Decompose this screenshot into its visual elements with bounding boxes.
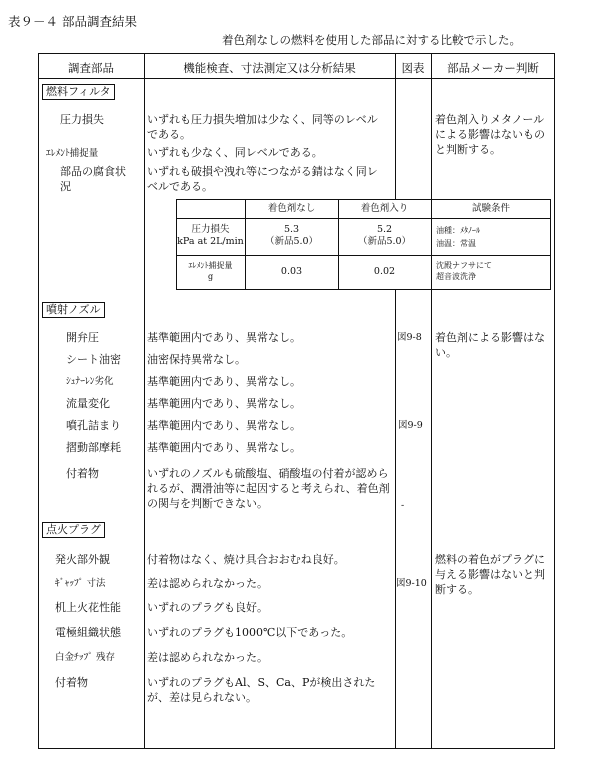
item-result: 油密保持異常なし。 — [147, 353, 246, 366]
header-judgment: 部品メーカー判断 — [447, 61, 539, 75]
item-label: 電極組織状態 — [55, 626, 121, 639]
section-label-injector-nozzle: 噴射ノズル — [42, 302, 105, 318]
subtable-value: 5.2 — [376, 224, 393, 235]
subtable-divider — [176, 255, 551, 256]
subtable-condition: 油種：ﾒﾀﾉｰﾙ — [436, 226, 480, 235]
subtable-row-label: g — [207, 272, 214, 281]
item-result: いずれも少なく、同レベルである。 — [147, 146, 323, 159]
item-result: いずれのプラグもAl、S、Ca、Pが検出されたが、差は見られない。 — [147, 676, 376, 704]
subtable-row-label: ｴﾚﾒﾝﾄ捕捉量 — [188, 261, 233, 270]
item-label: ｷﾞｬｯﾌﾟ 寸法 — [55, 578, 106, 589]
item-label: 付着物 — [55, 676, 88, 689]
item-result: いずれのノズルも硫酸塩、硝酸塩の付着が認められるが、潤滑油等に起因すると考えられ、着色剤の関与を判断できない。 — [147, 467, 390, 510]
item-label: 机上火花性能 — [55, 601, 121, 614]
header-figure: 図表 — [401, 61, 425, 75]
column-divider — [144, 53, 145, 749]
item-result: 基準範囲内であり、異常なし。 — [147, 397, 301, 410]
item-result: 基準範囲内であり、異常なし。 — [147, 441, 301, 454]
item-label: 付着物 — [66, 467, 99, 480]
subtable-value: （新品5.0） — [357, 236, 412, 247]
subtable-row-label: 圧力損失 — [191, 224, 230, 235]
item-label: 開弁圧 — [66, 331, 99, 344]
item-label: 部品の腐食状況 — [60, 165, 126, 193]
item-label: 摺動部摩耗 — [66, 441, 121, 454]
subtable-condition: 沈殿ナフサにて — [436, 261, 492, 270]
subtable-value: 5.3 — [283, 224, 300, 235]
item-label: 白金ﾁｯﾌﾟ 残存 — [55, 652, 116, 663]
item-result: 基準範囲内であり、異常なし。 — [147, 375, 301, 388]
item-result: 基準範囲内であり、異常なし。 — [147, 419, 301, 432]
figure-ref: 図9-9 — [398, 420, 423, 431]
item-result: いずれのプラグも良好。 — [147, 601, 268, 614]
subtable-row-label: kPa at 2L/min — [177, 236, 244, 247]
header-part: 調査部品 — [68, 61, 114, 75]
item-result: 差は認められなかった。 — [147, 577, 268, 590]
subtable-divider — [176, 218, 551, 219]
column-divider — [395, 290, 396, 749]
column-divider — [431, 290, 432, 749]
table-title: 表９－４ 部品調査結果 — [8, 14, 137, 29]
subtable-header: 着色剤なし — [267, 203, 316, 214]
figure-ref: 図9-8 — [397, 332, 422, 343]
judgment-spark-plug: 燃料の着色がプラグに与える影響はないと判断する。 — [435, 553, 545, 596]
subtable-value: 0.02 — [373, 266, 396, 277]
item-label: ｴﾚﾒﾝﾄ捕捉量 — [46, 148, 99, 159]
judgment-injector-nozzle: 着色剤による影響はない。 — [435, 331, 545, 359]
item-result: いずれも破損や洩れ等につながる錆はなく同レベルである。 — [147, 165, 378, 193]
header-divider — [38, 78, 555, 79]
item-label: シート油密 — [66, 353, 121, 366]
item-label: 発火部外観 — [55, 553, 110, 566]
section-label-fuel-filter: 燃料フィルタ — [42, 84, 115, 100]
item-result: いずれのプラグも1000℃以下であった。 — [147, 626, 353, 639]
header-result: 機能検査、寸法測定又は分析結果 — [183, 61, 356, 75]
figure-ref: 図9-10 — [396, 578, 427, 589]
subtable-condition: 超音波洗浄 — [436, 272, 476, 281]
judgment-fuel-filter: 着色剤入りメタノールによる影響はないものと判断する。 — [435, 113, 545, 156]
subtable-value: 0.03 — [280, 266, 303, 277]
subtable-header: 試験条件 — [471, 203, 510, 214]
item-label: ｼｭﾅｰﾚﾝ劣化 — [66, 376, 114, 387]
item-result: 基準範囲内であり、異常なし。 — [147, 331, 301, 344]
item-label: 噴孔詰まり — [66, 419, 121, 432]
item-label: 流量変化 — [66, 397, 110, 410]
item-label: 圧力損失 — [60, 113, 104, 126]
subtable-value: （新品5.0） — [264, 236, 319, 247]
table-caption: 着色剤なしの燃料を使用した部品に対する比較で示した。 — [222, 33, 521, 47]
item-result: いずれも圧力損失増加は少なく、同等のレベルである。 — [147, 113, 378, 141]
section-label-spark-plug: 点火プラグ — [42, 522, 105, 538]
item-result: 差は認められなかった。 — [147, 651, 268, 664]
figure-ref: - — [401, 500, 405, 511]
item-result: 付着物はなく、焼け具合おおむね良好。 — [147, 553, 345, 566]
subtable-header: 着色剤入り — [360, 203, 409, 214]
subtable-condition: 油温：常温 — [436, 239, 476, 248]
